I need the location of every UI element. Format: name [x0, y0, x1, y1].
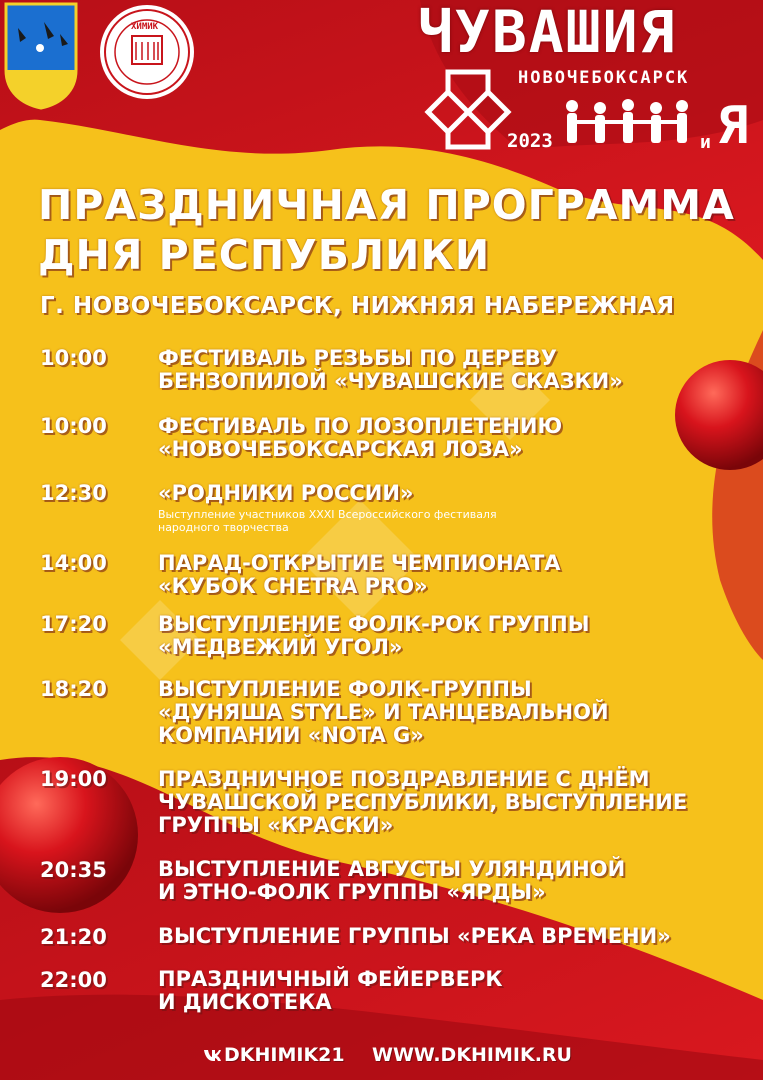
event-note-line: Выступление участников XXXI Всероссийского фестиваля — [158, 508, 497, 521]
event-title-line: «ДУНЯША STYLE» И ТАНЦЕВАЛЬНОЙ — [158, 700, 609, 724]
event-title-line: И ДИСКОТЕКА — [158, 990, 332, 1014]
event-title-line: ЧУВАШСКОЙ РЕСПУБЛИКИ, ВЫСТУПЛЕНИЕ — [158, 790, 688, 814]
city-coat-of-arms-icon — [0, 0, 80, 110]
website-link[interactable]: WWW.DKHIMIK.RU — [372, 1044, 572, 1066]
children-silhouettes-icon — [562, 96, 692, 156]
event-note-line: народного творчества — [158, 521, 289, 534]
venue-subtitle: Г. НОВОЧЕБОКСАРСК, НИЖНЯЯ НАБЕРЕЖНАЯ — [40, 293, 675, 319]
dk-khimik-logo — [92, 2, 202, 112]
event-title-line: «НОВОЧЕБОКСАРСКАЯ ЛОЗА» — [158, 437, 523, 461]
event-title-line: ВЫСТУПЛЕНИЕ ФОЛК-РОК ГРУППЫ — [158, 612, 590, 636]
chuvashia-logo-title: ЧУВАШИЯ — [418, 0, 677, 66]
event-time: 10:00 — [40, 346, 107, 370]
event-time: 10:00 — [40, 414, 107, 438]
event-title-line: ВЫСТУПЛЕНИЕ ГРУППЫ «РЕКА ВРЕМЕНИ» — [158, 924, 671, 948]
page-title-line-1: ПРАЗДНИЧНАЯ ПРОГРАММА — [38, 181, 735, 229]
event-time: 17:20 — [40, 612, 107, 636]
page-title-line-2: ДНЯ РЕСПУБЛИКИ — [38, 231, 491, 279]
event-title-line: ВЫСТУПЛЕНИЕ ФОЛК-ГРУППЫ — [158, 677, 532, 701]
event-time: 14:00 — [40, 551, 107, 575]
event-title-line: ВЫСТУПЛЕНИЕ АВГУСТЫ УЛЯНДИНОЙ — [158, 857, 626, 881]
event-time: 21:20 — [40, 925, 107, 949]
event-title-line: ФЕСТИВАЛЬ РЕЗЬБЫ ПО ДЕРЕВУ — [158, 346, 557, 370]
event-time: 20:35 — [40, 858, 107, 882]
event-title-line: ГРУППЫ «КРАСКИ» — [158, 813, 394, 837]
dk-khimik-logo-text: ХИМИК — [131, 22, 159, 32]
event-title-line: ПРАЗДНИЧНЫЙ ФЕЙЕРВЕРК — [158, 967, 503, 991]
event-title-line: ФЕСТИВАЛЬ ПО ЛОЗОПЛЕТЕНИЮ — [158, 414, 563, 438]
chuvashia-logo-ya: Я — [717, 96, 749, 156]
event-time: 22:00 — [40, 968, 107, 992]
event-time: 19:00 — [40, 767, 107, 791]
event-title-line: И ЭТНО-ФОЛК ГРУППЫ «ЯРДЫ» — [158, 880, 546, 904]
event-title-line: ПРАЗДНИЧНОЕ ПОЗДРАВЛЕНИЕ С ДНЁМ — [158, 767, 650, 791]
event-title-line: «РОДНИКИ РОССИИ» — [158, 481, 414, 505]
chuvashia-logo-year: 2023 — [507, 130, 553, 152]
event-title-line: ПАРАД-ОТКРЫТИЕ ЧЕМПИОНАТА — [158, 551, 561, 575]
chuvashia-logo-city: НОВОЧЕБОКСАРСК — [518, 68, 690, 88]
event-title-line: КОМПАНИИ «NOTA G» — [158, 723, 424, 747]
event-title-line: БЕНЗОПИЛОЙ «ЧУВАШСКИЕ СКАЗКИ» — [158, 369, 623, 393]
event-time: 18:20 — [40, 677, 107, 701]
event-title-line: «КУБОК CHETRA PRO» — [158, 574, 428, 598]
chuvash-ornament-icon — [418, 62, 518, 152]
chuvashia-logo-and: и — [700, 132, 711, 153]
vk-handle-link[interactable]: DKHIMIK21 — [224, 1044, 345, 1066]
event-title-line: «МЕДВЕЖИЙ УГОЛ» — [158, 635, 403, 659]
event-time: 12:30 — [40, 481, 107, 505]
vk-icon[interactable] — [203, 1048, 221, 1062]
